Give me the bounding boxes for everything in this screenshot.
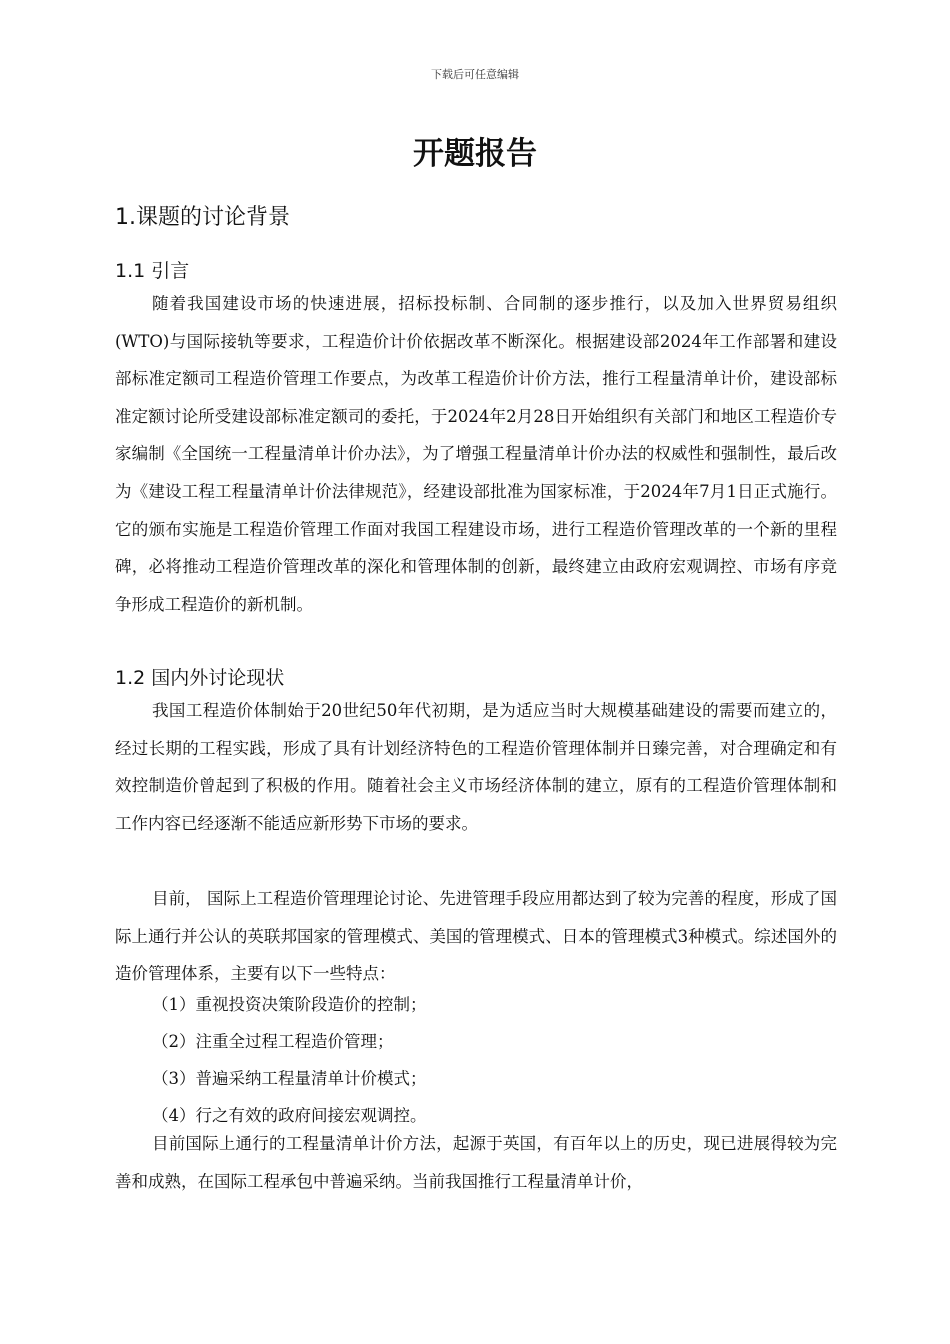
subsection-heading-1-2: 1.2 国内外讨论现状 xyxy=(115,667,285,689)
list-item: （3）普遍采纳工程量清单计价模式； xyxy=(152,1069,427,1088)
list-item: （1）重视投资决策阶段造价的控制； xyxy=(152,995,427,1014)
list-item: （4）行之有效的政府间接宏观调控。 xyxy=(152,1106,427,1125)
status-paragraph-1: 我国工程造价体制始于20世纪50年代初期，是为适应当时大规模基础建设的需要而建立的，经过长期的工程实践，形成了具有计划经济特色的工程造价管理体制并日臻完善，对合理确定和有效控制造价曾起到了积极的作用。随着社会主义市场经济体制的建立，原有的工程造价管理体制和工作内容已经逐渐不能适应新形势下市场的要求。 xyxy=(115,701,837,833)
status-paragraph-3: 目前国际上通行的工程量清单计价方法，起源于英国，有百年以上的历史，现已进展得较为完善和成熟，在国际工程承包中普遍采纳。当前我国推行工程量清单计价， xyxy=(115,1134,837,1191)
intro-paragraph: 随着我国建设市场的快速进展，招标投标制、合同制的逐步推行，以及加入世界贸易组织(WTO)与国际接轨等要求，工程造价计价依据改革不断深化。根据建设部2024年工作部署和建设部标准定额司工程造价管理工作要点，为改革工程造价计价方法，推行工程量清单计价，建设部标准定额讨论所受建设部标准定额司的委托，于2024年2月28日开始组织有关部门和地区工程造价专家编制《全国统一工程量清单计价办法》，为了增强工程量清单计价办法的权威性和强制性，最后改为《建设工程工程量清单计价法律规范》，经建设部批准为国家标准，于2024年7月1日正式施行。它的颁布实施是工程造价管理工作面对我国工程建设市场，进行工程造价管理改革的一个新的里程碑，必将推动工程造价管理改革的深化和管理体制的创新，最终建立由政府宏观调控、市场有序竞争形成工程造价的新机制。 xyxy=(115,294,837,614)
section-heading-1: 1.课题的讨论背景 xyxy=(115,205,290,230)
status-paragraph-2: 目前， 国际上工程造价管理理论讨论、先进管理手段应用都达到了较为完善的程度，形成了国际上通行并公认的英联邦国家的管理模式、美国的管理模式、日本的管理模式3种模式。综述国外的造价管理体系，主要有以下一些特点： xyxy=(115,889,837,984)
subsection-heading-1-1: 1.1 引言 xyxy=(115,260,190,282)
header-note: 下载后可任意编辑 xyxy=(431,68,519,81)
page-title: 开题报告 xyxy=(413,136,537,172)
list-item: （2）注重全过程工程造价管理； xyxy=(152,1032,394,1051)
